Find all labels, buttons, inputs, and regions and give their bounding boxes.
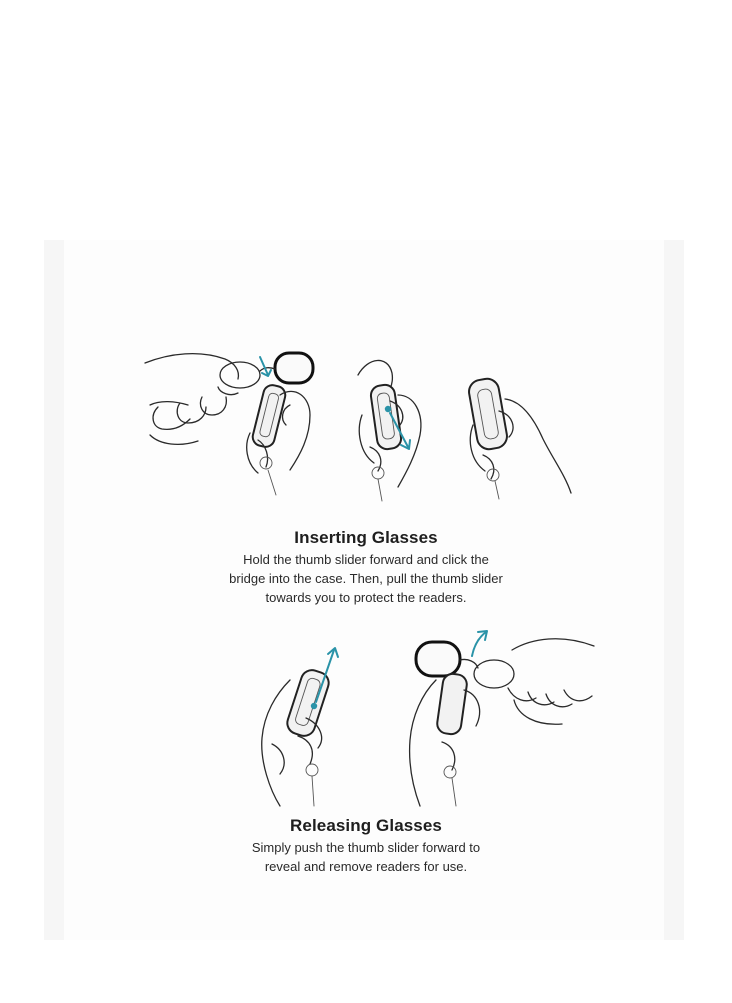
- inserting-line-3: towards you to protect the readers.: [265, 590, 467, 605]
- inserting-line-2: bridge into the case. Then, pull the thumb slider: [229, 571, 503, 586]
- inserting-title: Inserting Glasses: [294, 528, 438, 547]
- releasing-line-2: reveal and remove readers for use.: [264, 859, 468, 874]
- panel-edge-right: [664, 240, 684, 940]
- releasing-title: Releasing Glasses: [290, 816, 442, 835]
- hand-pull-slider-icon: [348, 355, 448, 505]
- inserting-description: [166, 550, 566, 607]
- inserting-line-1: Hold the thumb slider forward and click the: [243, 552, 489, 567]
- releasing-description: [166, 838, 566, 876]
- inserting-section: [166, 528, 566, 607]
- releasing-line-1: Simply push the thumb slider forward to: [251, 840, 481, 855]
- hand-insert-icon: [140, 345, 350, 505]
- hand-remove-readers-icon: [402, 630, 602, 810]
- hand-closed-case-icon: [465, 375, 575, 505]
- releasing-section: [166, 816, 566, 876]
- panel-edge-left: [44, 240, 64, 940]
- hand-push-slider-icon: [250, 640, 360, 810]
